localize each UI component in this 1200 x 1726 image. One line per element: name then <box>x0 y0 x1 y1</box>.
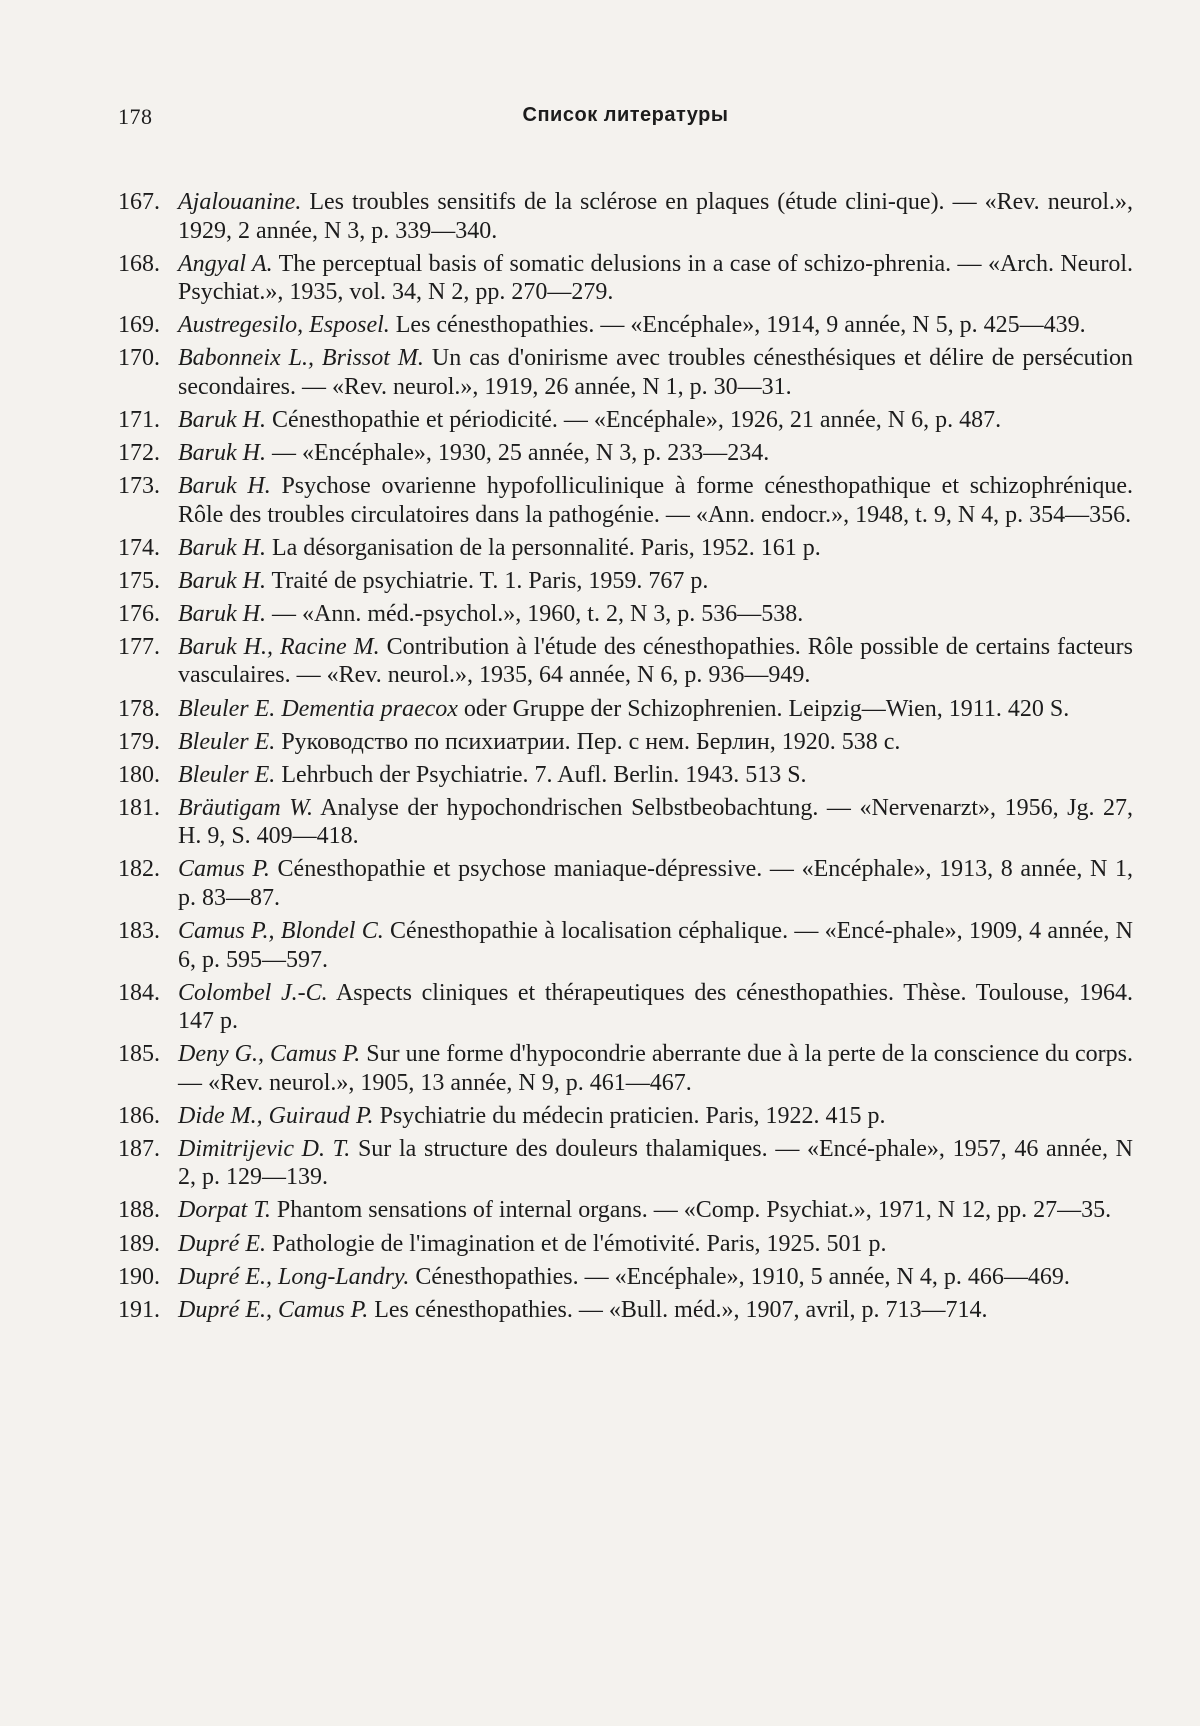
bibliography-entry <box>118 695 1133 724</box>
bibliography-entry <box>118 633 1133 690</box>
entry-number: 191. <box>118 1296 160 1323</box>
entry-text: Un cas d'onirisme avec troubles cénesthésiques et délire de persécution secondaires. — «Rev. neurol.», 1919, 26 année, N 1, p. 30—31. <box>178 345 1133 400</box>
entry-author: Baruk H. <box>178 439 266 466</box>
entry-text: Les troubles sensitifs de la sclérose en plaques (étude clini-que). — «Rev. neurol.», 1929, 2 année, N 3, p. 339—340. <box>178 189 1133 244</box>
entry-number: 183. <box>118 918 160 944</box>
bibliography-entry <box>118 1263 1133 1292</box>
entry-number: 186. <box>118 1102 160 1129</box>
bibliography-entry <box>118 600 1133 629</box>
entry-author: Ajalouanine. <box>178 189 302 215</box>
entry-author: Colombel J.-C. <box>178 979 328 1006</box>
entry-author: Baruk H. <box>178 600 266 627</box>
entry-number: 187. <box>118 1135 160 1162</box>
entry-number: 169. <box>118 312 160 339</box>
bibliography-entry <box>118 406 1133 435</box>
entry-author: Deny G., Camus P. <box>178 1041 361 1068</box>
entry-number: 171. <box>118 406 160 433</box>
entry-number: 188. <box>118 1197 160 1224</box>
entry-text: — «Ann. méd.-psychol.», 1960, t. 2, N 3, p. 536—538. <box>265 600 804 627</box>
entry-number: 180. <box>118 761 160 788</box>
entry-author: Baruk H. <box>178 473 271 500</box>
bibliography-entry <box>118 728 1133 757</box>
entry-number: 184. <box>118 979 160 1006</box>
entry-author: Dupré E., Long-Landry. <box>178 1263 410 1290</box>
entry-author: Bleuler E. <box>178 695 276 722</box>
entry-text: Aspects cliniques et thérapeutiques des cénesthopathies. Thèse. Toulouse, 1964. 147 p. <box>178 979 1133 1035</box>
entry-text: La désorganisation de la personnalité. Paris, 1952. 161 p. <box>265 534 821 561</box>
entry-author: Austregesilo, Esposel. <box>178 312 390 339</box>
entry-number: 168. <box>118 250 160 277</box>
entry-author: Baruk H. <box>178 567 266 594</box>
entry-author: Bräutigam W. <box>178 794 313 821</box>
entry-text: Cénesthopathie et psychose maniaque-dépressive. — «Encéphale», 1913, 8 année, N 1, p. 83—87. <box>178 856 1133 911</box>
entry-number: 178. <box>118 695 160 722</box>
entry-text: Contribution à l'étude des cénesthopathies. Rôle possible de certains facteurs vasculaires. — «Rev. neurol.», 1935, 64 année, N 6, p. 936—949. <box>178 633 1134 689</box>
entry-number: 167. <box>118 189 160 215</box>
bibliography-entry <box>118 439 1133 468</box>
entry-number: 182. <box>118 856 160 883</box>
entry-number: 173. <box>118 473 160 500</box>
entry-text: oder Gruppe der Schizophrenien. Leipzig—Wien, 1911. 420 S. <box>457 695 1070 722</box>
bibliography-entry <box>118 1040 1133 1097</box>
bibliography-entry <box>118 188 1133 245</box>
entry-text: Sur la structure des douleurs thalamiques. — «Encé-phale», 1957, 46 année, N 2, p. 129—139. <box>178 1135 1133 1191</box>
entry-text: Phantom sensations of internal organs. — «Comp. Psychiat.», 1971, N 12, pp. 27—35. <box>270 1197 1112 1224</box>
entry-text: Psychiatrie du médecin praticien. Paris, 1922. 415 p. <box>373 1102 886 1129</box>
entry-number: 179. <box>118 728 160 755</box>
bibliography-entry <box>118 250 1133 307</box>
entry-text: Cénesthopathies. — «Encéphale», 1910, 5 année, N 4, p. 466—469. <box>409 1263 1070 1290</box>
entry-author: Babonneix L., Brissot M. <box>178 345 424 372</box>
entry-text: Analyse der hypochondrischen Selbstbeobachtung. — «Nervenarzt», 1956, Jg. 27, H. 9, S. 409—418. <box>178 794 1133 850</box>
entry-text: Cénesthopathie et périodicité. — «Encéphale», 1926, 21 année, N 6, p. 487. <box>265 406 1002 433</box>
entry-number: 190. <box>118 1263 160 1290</box>
bibliography-entry <box>118 344 1133 401</box>
entry-number: 175. <box>118 567 160 594</box>
entry-author: Dimitrijevic D. T. <box>178 1135 351 1162</box>
entry-author: Baruk H. <box>178 534 266 561</box>
entry-number: 177. <box>118 633 160 660</box>
running-title: Список литературы <box>522 104 729 126</box>
bibliography-entry <box>118 1135 1133 1192</box>
entry-author: Baruk H., Racine M. <box>178 633 380 660</box>
entry-author: Camus P. <box>178 856 270 883</box>
entry-author: Camus P., Blondel C. <box>178 918 384 944</box>
page-number: 178 <box>118 104 153 129</box>
entry-author: Angyal A. <box>178 250 273 277</box>
entry-author: Bleuler E. <box>178 761 276 788</box>
entry-text: Pathologie de l'imagination et de l'émotivité. Paris, 1925. 501 p. <box>265 1230 887 1257</box>
entry-number: 174. <box>118 534 160 561</box>
entry-author: Bleuler E. <box>178 728 276 755</box>
bibliography-entry <box>118 855 1133 912</box>
bibliography-entry <box>118 311 1133 340</box>
entry-text: — «Encéphale», 1930, 25 année, N 3, p. 233—234. <box>265 439 770 466</box>
bibliography-entry <box>118 794 1133 851</box>
entry-author: Dide M., Guiraud P. <box>178 1102 374 1129</box>
entry-author: Dorpat T. <box>178 1197 271 1224</box>
bibliography-entry <box>118 567 1133 596</box>
entry-author: Dupré E. <box>178 1230 266 1257</box>
entry-text: Traité de psychiatrie. T. 1. Paris, 1959. 767 p. <box>265 567 709 594</box>
entry-number: 189. <box>118 1230 160 1257</box>
entry-text: Cénesthopathie à localisation céphalique. — «Encé-phale», 1909, 4 année, N 6, p. 595—597. <box>178 918 1133 973</box>
bibliography-entry <box>118 979 1133 1036</box>
bibliography-list <box>118 188 1133 1329</box>
bibliography-entry <box>118 472 1133 529</box>
entry-number: 185. <box>118 1041 160 1068</box>
entry-number: 170. <box>118 345 160 372</box>
page-header <box>118 104 1133 134</box>
entry-number: 181. <box>118 794 160 821</box>
entry-text: The perceptual basis of somatic delusions in a case of schizo-phrenia. — «Arch. Neurol. Psychiat.», 1935, vol. 34, N 2, pp. 270—279. <box>178 250 1133 306</box>
entry-text: Sur une forme d'hypocondrie aberrante due à la perte de la conscience du corps. — «Rev. neurol.», 1905, 13 année, N 9, p. 461—467. <box>178 1041 1133 1096</box>
entry-number: 176. <box>118 600 160 627</box>
entry-text: Lehrbuch der Psychiatrie. 7. Aufl. Berlin. 1943. 513 S. <box>275 761 807 788</box>
bibliography-entry <box>118 1102 1133 1131</box>
bibliography-entry <box>118 1296 1133 1325</box>
bibliography-entry <box>118 761 1133 790</box>
entry-number: 172. <box>118 439 160 466</box>
bibliography-entry <box>118 1230 1133 1259</box>
entry-italic-title: Dementia praecox <box>281 695 458 722</box>
entry-text: Руководство по психиатрии. Пер. с нем. Берлин, 1920. 538 с. <box>275 728 901 755</box>
entry-author: Baruk H. <box>178 406 266 433</box>
bibliography-entry <box>118 1196 1133 1225</box>
entry-text: Psychose ovarienne hypofolliculinique à forme cénesthopathique et schizophrénique. Rôle des troubles circulatoires dans la pathogénie. — «Ann. endocr.», 1948, t. 9, N 4, p. 354—356. <box>178 473 1133 528</box>
entry-text: Les cénesthopathies. — «Bull. méd.», 1907, avril, p. 713—714. <box>368 1296 988 1323</box>
bibliography-entry <box>118 534 1133 563</box>
bibliography-entry <box>118 917 1133 974</box>
entry-author: Dupré E., Camus P. <box>178 1296 369 1323</box>
entry-text: Les cénesthopathies. — «Encéphale», 1914, 9 année, N 5, p. 425—439. <box>389 312 1086 339</box>
